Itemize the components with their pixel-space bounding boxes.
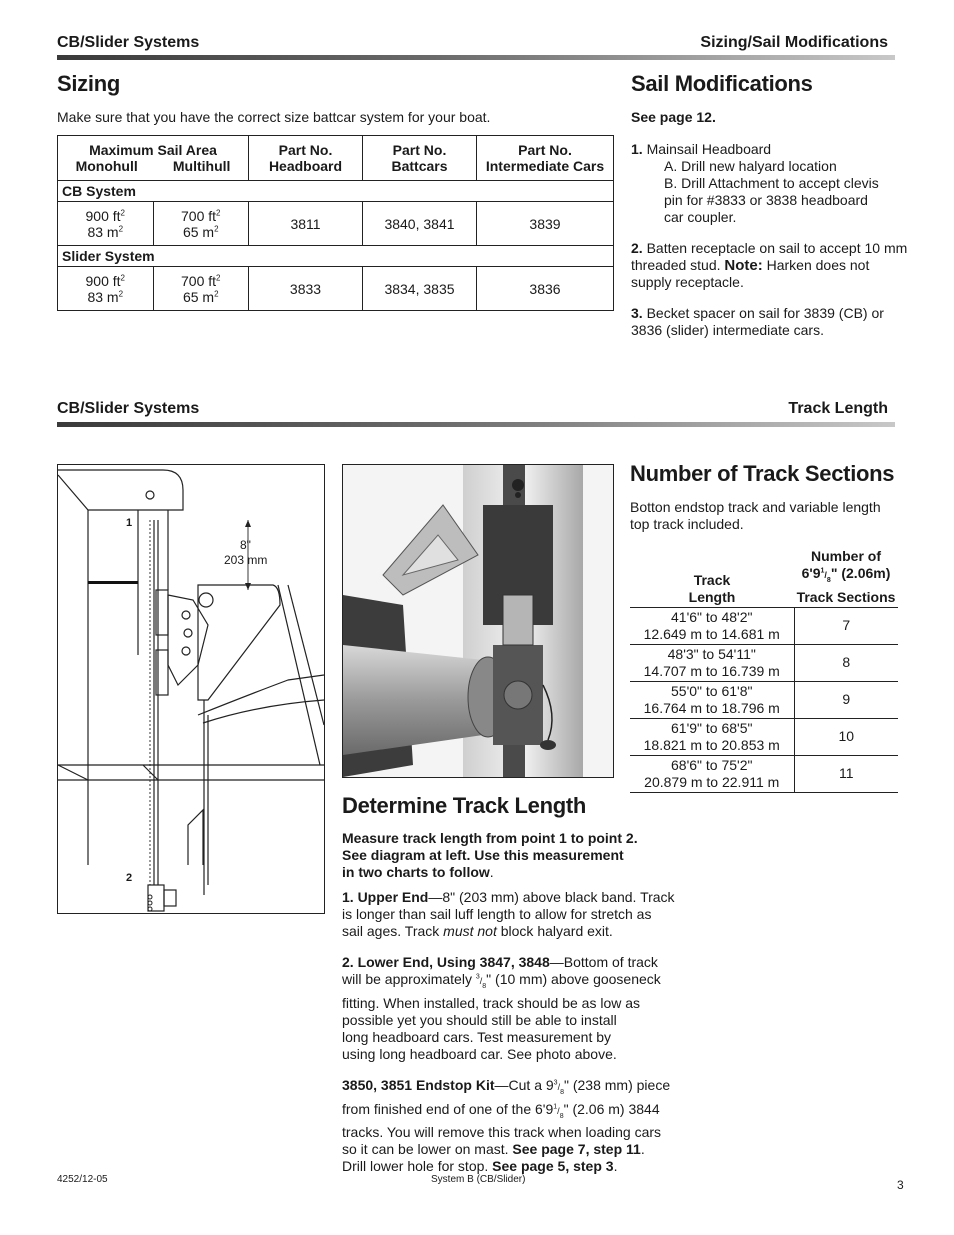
track-row-length: 41'6" to 48'2" 12.649 m to 14.681 m <box>630 607 794 644</box>
col-headboard: Part No. Headboard <box>249 136 363 181</box>
track-row <box>630 681 898 718</box>
headboard-car-photo <box>342 464 614 778</box>
mast-diagram-svg <box>58 465 324 913</box>
section-slider: Slider System <box>58 246 614 267</box>
row-cb-area: 900 $ft^2$ 83 $m^2$ 700 $ft^2$ 65 $m^2$ <box>58 202 249 246</box>
track-row-count: 8 <box>794 644 898 681</box>
determine-title: Determine Track Length <box>342 793 587 818</box>
sail-mods-title: Sail Modifications <box>631 71 813 96</box>
cb-battcars: 3840, 3841 <box>363 202 477 246</box>
slider-headboard: 3833 <box>249 267 363 311</box>
sizing-title: Sizing <box>57 71 120 96</box>
track-sections-table <box>630 547 898 793</box>
label-8-inch: 8" <box>240 538 251 552</box>
track-row-length: 55'0" to 61'8" 16.764 m to 18.796 m <box>630 681 794 718</box>
point-1-label: 1 <box>126 517 133 529</box>
col-number-sections: Number of $6'9^1/_8$" (2.06m) Track Sections <box>794 547 898 607</box>
track-row <box>630 718 898 755</box>
mid-header-left: CB/Slider Systems <box>57 400 200 417</box>
page-number: 3 <box>897 1178 904 1192</box>
track-row-length: 68'6" to 75'2" 20.879 m to 22.911 m <box>630 755 794 792</box>
number-sections-intro: Botton endstop track and variable length top track included. <box>630 499 881 532</box>
col-intermediate: Part No. Intermediate Cars <box>477 136 614 181</box>
mast-diagram <box>57 464 325 914</box>
footer-title: System B (CB/Slider) <box>431 1174 526 1185</box>
sail-mods-body: See page 12. 1. Mainsail Headboard A. Drill new halyard location B. Drill Attachment to accept clevis pin for #3833 or 3838 headboard car coupler. 2. Batten receptacle on sail to accept 10 mm threaded stud. Note: Harken does not supply receptacle. 3. Becket spacer on sail for 3839 (CB) or 3836 (slider) intermediate cars. <box>631 109 911 339</box>
track-row-count: 9 <box>794 681 898 718</box>
track-row <box>630 644 898 681</box>
cb-intermediate: 3839 <box>477 202 614 246</box>
number-sections-title: Number of Track Sections <box>630 461 895 486</box>
slider-intermediate: 3836 <box>477 267 614 311</box>
determine-body: Measure track length from point 1 to point 2. See diagram at left. Use this measurement in two charts to follow. 1. Upper End—8" (203 mm) above black band. Track is longer than sail luff length to allow for stretch as sail ages. Track must not block halyard exit. 2. Lower End, Using 3847, 3848—Bottom of track will be approximately $^3/_8$" (10 mm) above gooseneck fitting. When installed, track should be as low as possible yet you should still be able to install long headboard cars. Test measurement by using long headboard car. See photo above. 3850, 3851 Endstop Kit—Cut a $9^3/_8$" (238 mm) piece from finished end of one of the $6'9^1/_8$" (2.06 m) 3844 tracks. You will remove this track when loading cars so it can be lower on mast. See page 7, step 11. Drill lower hole for stop. See page 5, step 3. <box>342 830 675 1175</box>
track-row <box>630 607 898 644</box>
col-battcars: Part No. Battcars <box>363 136 477 181</box>
track-row-count: 10 <box>794 718 898 755</box>
label-203-mm: 203 mm <box>224 553 268 567</box>
point-2-label: 2 <box>126 872 133 884</box>
sizing-intro: Make sure that you have the correct size battcar system for your boat. <box>57 109 491 125</box>
track-row-count: 11 <box>794 755 898 792</box>
mid-header-rule <box>57 422 895 427</box>
cb-headboard: 3811 <box>249 202 363 246</box>
col-track-length: Track Length <box>630 547 794 607</box>
see-page-12: See page 12. <box>631 109 716 125</box>
track-row-count: 7 <box>794 607 898 644</box>
footer-doc-number: 4252/12-05 <box>57 1174 108 1185</box>
track-row-length: 61'9" to 68'5" 18.821 m to 20.853 m <box>630 718 794 755</box>
slider-battcars: 3834, 3835 <box>363 267 477 311</box>
header-left: CB/Slider Systems <box>57 34 200 51</box>
photo-illustration <box>343 465 613 777</box>
sizing-table <box>57 135 614 311</box>
row-slider-area: 900 $ft^2$ 83 $m^2$ 700 $ft^2$ 65 $m^2$ <box>58 267 249 311</box>
header-right: Sizing/Sail Modifications <box>700 34 888 51</box>
section-cb: CB System <box>58 181 614 202</box>
mid-header-right: Track Length <box>788 400 888 417</box>
track-row <box>630 755 898 792</box>
track-row-length: 48'3" to 54'11" 14.707 m to 16.739 m <box>630 644 794 681</box>
header-rule <box>57 55 895 60</box>
col-max-area: Maximum Sail Area Monohull Multihull <box>58 136 249 181</box>
